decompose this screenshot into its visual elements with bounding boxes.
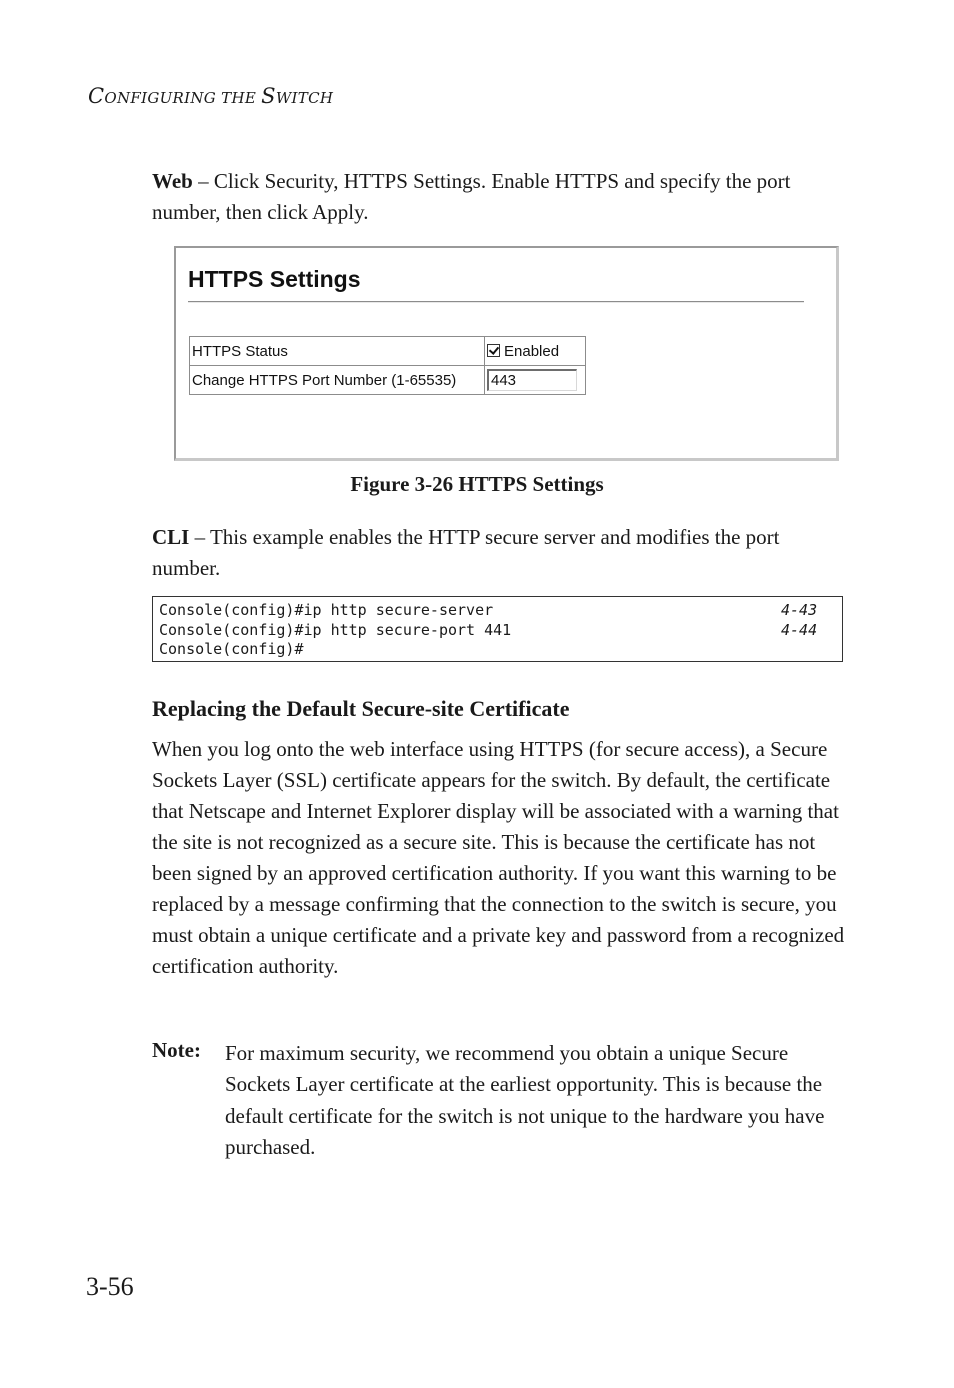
cli-command: Console(config)#ip http secure-server (159, 601, 494, 619)
table-row (190, 337, 586, 366)
cli-instruction (152, 522, 852, 584)
cli-command: Console(config)# (159, 640, 304, 658)
table-row (190, 366, 586, 395)
cli-line (159, 640, 842, 660)
note-label: Note: (152, 1038, 201, 1062)
header-initial-c: C (88, 84, 105, 108)
https-status-cell (485, 337, 586, 366)
cli-line (159, 601, 842, 621)
web-text: – Click Security, HTTPS Settings. Enable HTTPS and specify the port number, then click Apply. (152, 169, 791, 224)
page-number: 3-56 (86, 1272, 134, 1301)
figure-caption: Figure 3-26 HTTPS Settings (350, 472, 604, 496)
cli-lead: CLI (152, 525, 190, 549)
https-settings-screenshot (174, 246, 839, 461)
checkbox-icon[interactable] (487, 344, 500, 357)
port-number-input[interactable] (487, 369, 577, 391)
note-text: For maximum security, we recommend you obtain a unique Secure Sockets Layer certificate at the earliest opportunity. This is because the default certificate for the switch is not unique to the hardware you have purchased. (225, 1041, 825, 1159)
cli-reference: 4-43 (781, 601, 818, 619)
cli-text: – This example enables the HTTP secure server and modifies the port number. (152, 525, 780, 580)
screenshot-divider (188, 301, 804, 303)
port-number-cell (485, 366, 586, 395)
https-status-label: HTTPS Status (190, 337, 485, 366)
port-number-label: Change HTTPS Port Number (1-65535) (190, 366, 485, 395)
cli-reference: 4-44 (781, 620, 818, 639)
cli-example-box (152, 596, 843, 662)
screenshot-title: HTTPS Settings (188, 266, 361, 292)
cli-command: Console(config)#ip http secure-port 441 (159, 620, 512, 639)
enabled-label: Enabled (504, 342, 560, 360)
running-header (88, 84, 333, 108)
web-instruction (152, 166, 852, 228)
section-heading: Replacing the Default Secure-site Certificate (152, 696, 570, 721)
header-part-1: ONFIGURING THE (104, 89, 262, 107)
header-initial-s: S (261, 84, 276, 108)
web-lead: Web (152, 169, 193, 193)
cli-line (159, 621, 842, 641)
https-settings-table (189, 336, 586, 395)
header-part-2: WITCH (275, 89, 334, 107)
section-body: When you log onto the web interface using HTTPS (for secure access), a Secure Sockets Layer (SSL) certificate appears for the switch. By default, the certificate that Netscape and Internet Explorer display will be associated with a warning that the site is not recognized as a secure site. This is because the certificate has not been signed by an approved certification authority. If you want this warning to be replaced by a message confirming that the connection to the switch is secure, you must obtain a unique certificate and a private key and password from a recognized certification authority. (152, 737, 845, 978)
